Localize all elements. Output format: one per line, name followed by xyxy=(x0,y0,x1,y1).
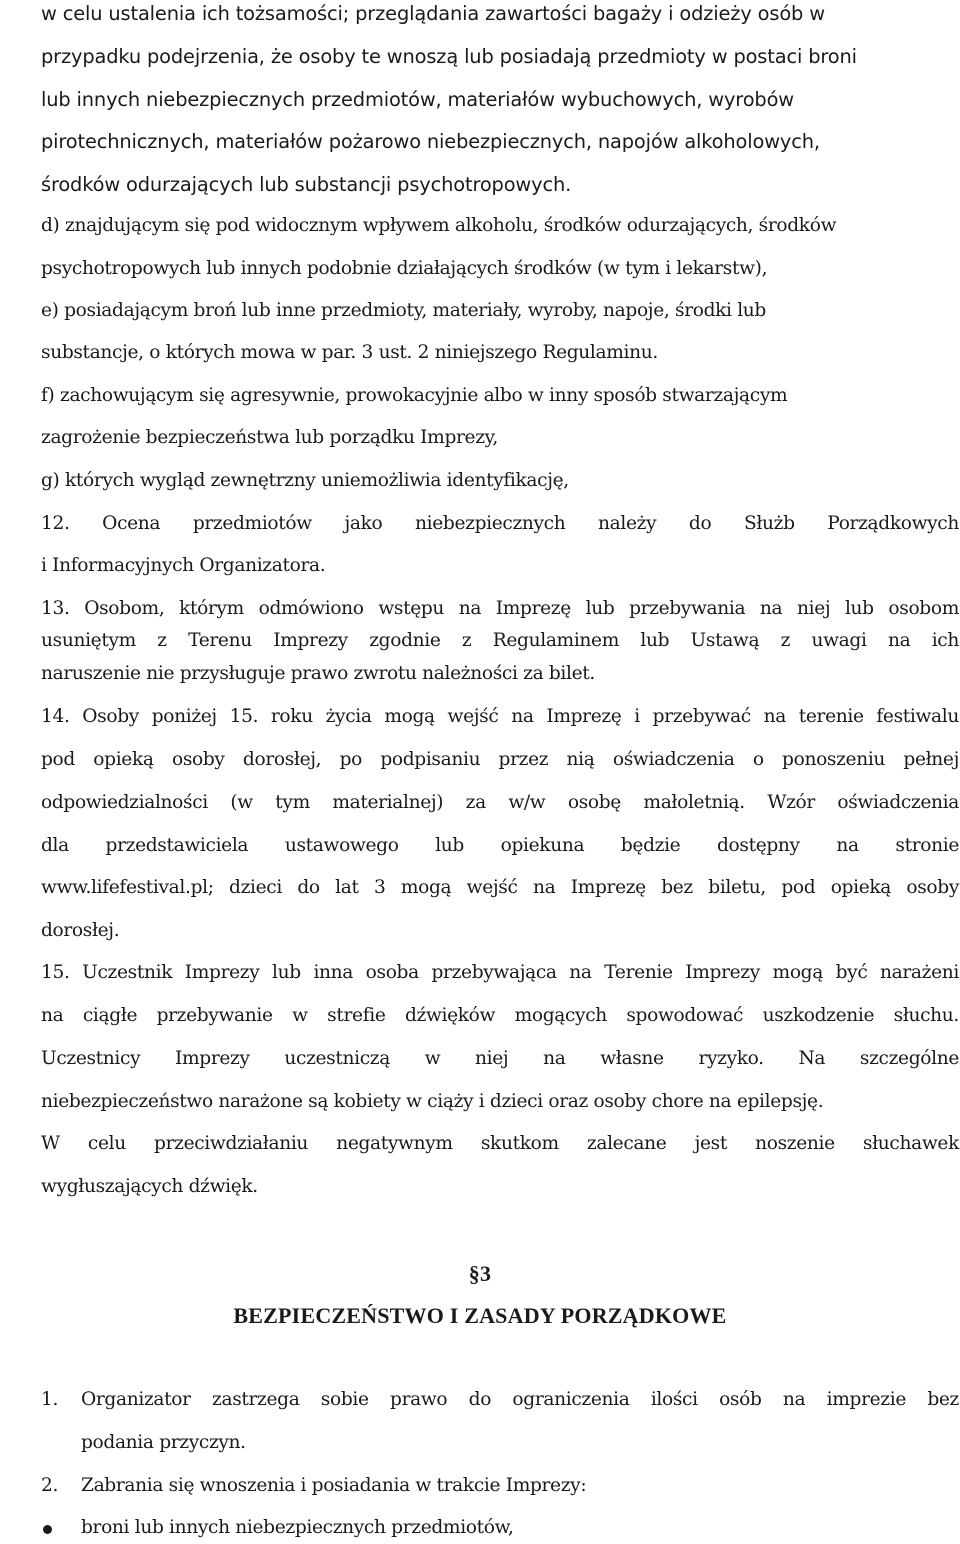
section-number: §3 xyxy=(468,1261,492,1286)
list-item-g-line: g) których wygląd zewnętrzny uniemożliwia identyfikację, xyxy=(41,470,569,491)
item-1-number: 1. xyxy=(41,1389,59,1410)
paragraph-12-line: i Informacyjnych Organizatora. xyxy=(41,555,326,576)
text-line: pirotechnicznych, materiałów pożarowo niebezpiecznych, napojów alkoholowych, xyxy=(41,130,820,153)
paragraph-13-line: naruszenie nie przysługuje prawo zwrotu należności za bilet. xyxy=(41,663,595,684)
list-item-f-line: f) zachowującym się agresywnie, prowokacyjnie albo w inny sposób stwarzającym xyxy=(41,385,788,406)
paragraph-15-line: 15. Uczestnik Imprezy lub inna osoba przebywająca na Terenie Imprezy mogą być narażeni xyxy=(41,962,959,983)
paragraph-14-line: dla przedstawiciela ustawowego lub opiekuna będzie dostępny na stronie xyxy=(41,835,959,856)
paragraph-15-line: W celu przeciwdziałaniu negatywnym skutkom zalecane jest noszenie słuchawek xyxy=(41,1133,959,1154)
paragraph-15-line: Uczestnicy Imprezy uczestniczą w niej na własne ryzyko. Na szczególne xyxy=(41,1048,959,1069)
list-item-f-line: zagrożenie bezpieczeństwa lub porządku Imprezy, xyxy=(41,427,498,448)
item-2-number: 2. xyxy=(41,1475,59,1496)
paragraph-14-line: www.lifefestival.pl; dzieci do lat 3 mogą wejść na Imprezę bez biletu, pod opieką osoby xyxy=(41,877,959,898)
text-line: przypadku podejrzenia, że osoby te wnoszą lub posiadają przedmioty w postaci broni xyxy=(41,45,857,68)
text-line: lub innych niebezpiecznych przedmiotów, materiałów wybuchowych, wyrobów xyxy=(41,88,794,111)
paragraph-15-line: na ciągłe przebywanie w strefie dźwięków mogących spowodować uszkodzenie słuchu. xyxy=(41,1005,959,1026)
paragraph-14-line: dorosłej. xyxy=(41,920,120,941)
bullet-icon xyxy=(43,1525,52,1534)
paragraph-15-line: niebezpieczeństwo narażone są kobiety w ciąży i dzieci oraz osoby chore na epilepsję. xyxy=(41,1091,824,1112)
paragraph-13-line: 13. Osobom, którym odmówiono wstępu na Imprezę lub przebywania na niej lub osobom xyxy=(41,598,959,619)
text-line: w celu ustalenia ich tożsamości; przeglądania zawartości bagaży i odzieży osób w xyxy=(41,2,825,25)
paragraph-15-line: wygłuszających dźwięk. xyxy=(41,1176,258,1197)
list-item-d-line: d) znajdującym się pod widocznym wpływem alkoholu, środków odurzających, środków xyxy=(41,215,837,236)
paragraph-14-line: odpowiedzialności (w tym materialnej) za w/w osobę małoletnią. Wzór oświadczenia xyxy=(41,792,959,813)
paragraph-12-line: 12. Ocena przedmiotów jako niebezpiecznych należy do Służb Porządkowych xyxy=(41,513,959,534)
bullet-item: broni lub innych niebezpiecznych przedmiotów, xyxy=(81,1517,514,1538)
paragraph-14-line: 14. Osoby poniżej 15. roku życia mogą wejść na Imprezę i przebywać na terenie festiwalu xyxy=(41,706,959,727)
item-1-line: Organizator zastrzega sobie prawo do ograniczenia ilości osób na imprezie bez xyxy=(81,1389,959,1410)
list-item-e-line: substancje, o których mowa w par. 3 ust. 2 niniejszego Regulaminu. xyxy=(41,342,658,363)
paragraph-13-line: usuniętym z Terenu Imprezy zgodnie z Regulaminem lub Ustawą z uwagi na ich xyxy=(41,630,959,651)
paragraph-14-line: pod opieką osoby dorosłej, po podpisaniu przez nią oświadczenia o ponoszeniu pełnej xyxy=(41,749,959,770)
item-2-line: Zabrania się wnoszenia i posiadania w trakcie Imprezy: xyxy=(81,1475,587,1496)
section-title: BEZPIECZEŃSTWO I ZASADY PORZĄDKOWE xyxy=(233,1303,727,1328)
list-item-d-line: psychotropowych lub innych podobnie działających środków (w tym i lekarstw), xyxy=(41,258,768,279)
text-line: środków odurzających lub substancji psychotropowych. xyxy=(41,173,572,196)
item-1-line: podania przyczyn. xyxy=(81,1432,246,1453)
list-item-e-line: e) posiadającym broń lub inne przedmioty, materiały, wyroby, napoje, środki lub xyxy=(41,300,766,321)
